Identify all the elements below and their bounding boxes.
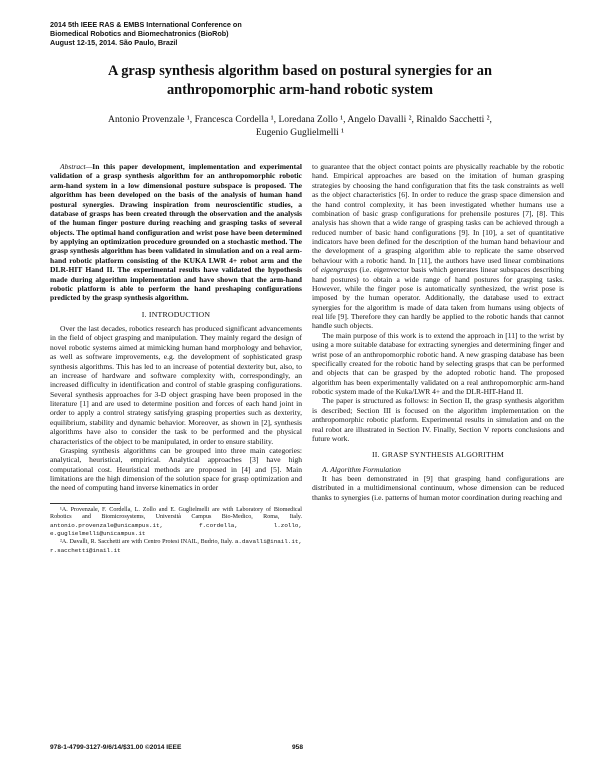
author-list xyxy=(95,114,505,139)
eigengrasps-term: eigengrasps xyxy=(320,265,358,275)
abstract-lead: Abstract— xyxy=(60,162,93,171)
conference-line-2: Biomedical Robotics and Biomechatronics (BioRob) xyxy=(50,29,229,39)
right-paragraph-1-text: to guarantee that the object contact points are physically reachable by the robotic hand. Empirical approaches are based on the imitation of human grasping strategies by choosing the hand configuration that fits the task constraints as well as the object characteristics [6]. In order to reduce the grasp space dimension and the hand control complexity, it has been investigated whether humans use a combination of basic grasp configurations for prehensile postures [7], [8]. This analysis has shown that a wide range of grasping tasks can be achieved through a reduced number of basic hand configurations [9]. In [10], a set of quantitative indicators have been defined for the description of the human hand behaviour and the development of a grasping algorithm able to replicate the same observed behaviour with a robotic hand. In [11], the authors have used linear combinations of xyxy=(312,162,564,275)
right-paragraph-1-tail: (i.e. eigenvector basis which generates linear subspaces describing hand postures) to obtain a wide range of hand postures for grasping tasks. However, while the finger pose is automatically synthesized, the wrist pose is imposed by the human operator. Additionally, the database used to extract synergies for the algorithm is made of data taken from humans using objects of real life [9]. Therefore they can hardly be applied to the robotic hands that cannot handle such objects. xyxy=(312,265,564,331)
footnote-2-emails: a.davalli@inail.it, r.sacchetti@inail.it xyxy=(50,538,302,554)
conference-line-3: August 12-15, 2014. São Paulo, Brazil xyxy=(50,38,178,48)
conference-header xyxy=(50,20,350,48)
footnote-1-emails: antonio.provenzale@unicampus.it, f.cordella, l.zollo, e.guglielmelli@unicampus.it xyxy=(50,521,302,537)
title-line-2: anthropomorphic arm-hand robotic system xyxy=(166,82,434,98)
authors-line-1: Antonio Provenzale ¹, Francesca Cordella ¹, Loredana Zollo ¹, Angelo Davalli ², Rinaldo Sacchetti ², xyxy=(108,114,492,125)
left-column xyxy=(50,162,302,555)
abstract-text: In this paper development, implementation and experimental validation of a grasp synthesis algorithm for an anthropomorphic robotic arm-hand system in a low dimensional posture subspace is proposed. The algorithm has been developed on the basis of the analysis of human hand postural synergies. Drawing inspiration from neuroscientific studies, a database of grasps has been created through the observation and the analysis of the human finger posture during reaching and grasping tasks of several objects. The optimal hand configuration and wrist pose have been determined by applying an optimization procedure grounded on a stochastic method. The grasp synthesis algorithm has been validated in simulation and on a real arm-hand robotic platform consisting of the KUKA LWR 4+ robot arm and the DLR-HIT Hand II. The experimental results have validated the hypothesis made during algorithm implementation and have shown that the arm-hand robotic platform is able to perform the hand preshaping configurations predicted by the grasp synthesis algorithm. xyxy=(50,162,302,303)
abstract xyxy=(50,162,302,303)
footnote-1 xyxy=(50,507,302,539)
title-line-1: A grasp synthesis algorithm based on postural synergies for an xyxy=(108,63,492,79)
authors-line-2: Eugenio Guglielmelli ¹ xyxy=(255,126,345,138)
right-paragraph-2: The main purpose of this work is to extend the approach in [11] to the wrist by using a more suitable database for extracting synergies and determining finger and wrist pose of an anthropomorphic robotic hand. A new grasping database has been specifically created for the robotic hand by selecting grasps that can be performed and objects that can be grasped by the adopted robotic hand. The proposed algorithm has been experimentally validated on a real anthropomorphic arm-hand robotic system made of the Kuka/LWR 4+ and the DLR-HIT-Hand II. xyxy=(312,330,564,396)
section-heading-introduction: I. INTRODUCTION xyxy=(141,309,211,319)
intro-paragraph-1: Over the last decades, robotics research has produced significant advancements in the field of object grasping and manipulation. They mainly regard the design of novel robotic systems aimed at mimicking human hand morphology and behavior, as well as software improvements, e.g. the development of sophisticated grasp synthesis algorithms. This has led to an increase of potential dexterity but, also, to an increase of hardware and software complexity with, correspondingly, an increased difficulty in identification and control of stable grasping configurations. Several synthesis approaches for 3-D object grasping have been proposed in the literature [1] and are used to determine position and forces of each hand joint in order to apply a control strategy satisfying grasping properties such as dexterity, equilibrium, stability and dynamic behavior. Moreover, as shown in [2], synthesis algorithms have also to consider the task to be performed and the physical characteristics of the object to be manipulated, in order to ensure stability. xyxy=(50,324,302,446)
page-number: 958 xyxy=(292,744,304,751)
conference-line-1: 2014 5th IEEE RAS & EMBS International Conference on xyxy=(50,20,242,29)
right-paragraph-4: It has been demonstrated in [9] that grasping hand configurations are distributed in a multidimensional continuum, whose dimension can be reduced thanks to synergies (i.e. patterns of human motor coordination during reaching and xyxy=(312,474,564,502)
section-heading-grasp-synthesis: II. GRASP SYNTHESIS ALGORITHM xyxy=(371,450,504,460)
intro-paragraph-2: Grasping synthesis algorithms can be grouped into three main categories: analytical, heuristical, empirical. Analytical approaches [3] have high computational cost. Heuristical methods are proposed in [4] and [5]. Main limitations are the high dimension of the solution space for grasp optimization and the need of computing hand inverse kinematics in order xyxy=(50,445,302,493)
right-column xyxy=(312,162,564,502)
footer-isbn: 978-1-4799-3127-9/6/14/$31.00 ©2014 IEEE xyxy=(50,744,182,751)
footnote-1-text: ¹A. Provenzale, F. Cordella, L. Zollo and E. Guglielmelli are with Laboratory of Biomedical Robotics and Biomicrosystems, Università Campus Bio-Medico, Roma, Italy. xyxy=(50,506,302,521)
right-paragraph-1 xyxy=(312,162,564,331)
right-paragraph-3: The paper is structured as follows: in Section II, the grasp synthesis algorithm is described; Section III is focused on the algorithm implementation on the anthropomorphic robotic platform. Experimental results in simulation and on the real robot are illustrated in Section IV. Finally, Section V reports conclusions and future work. xyxy=(312,396,564,443)
footnote-2 xyxy=(50,538,302,555)
footnote-2-text: ²A. Davalli, R. Sacchetti are with Centro Protesi INAIL, Budrio, Italy. xyxy=(60,539,234,546)
subsection-heading-algorithm-formulation: A. Algorithm Formulation xyxy=(322,464,401,474)
footnote-divider xyxy=(50,503,120,504)
paper-title xyxy=(60,62,540,100)
